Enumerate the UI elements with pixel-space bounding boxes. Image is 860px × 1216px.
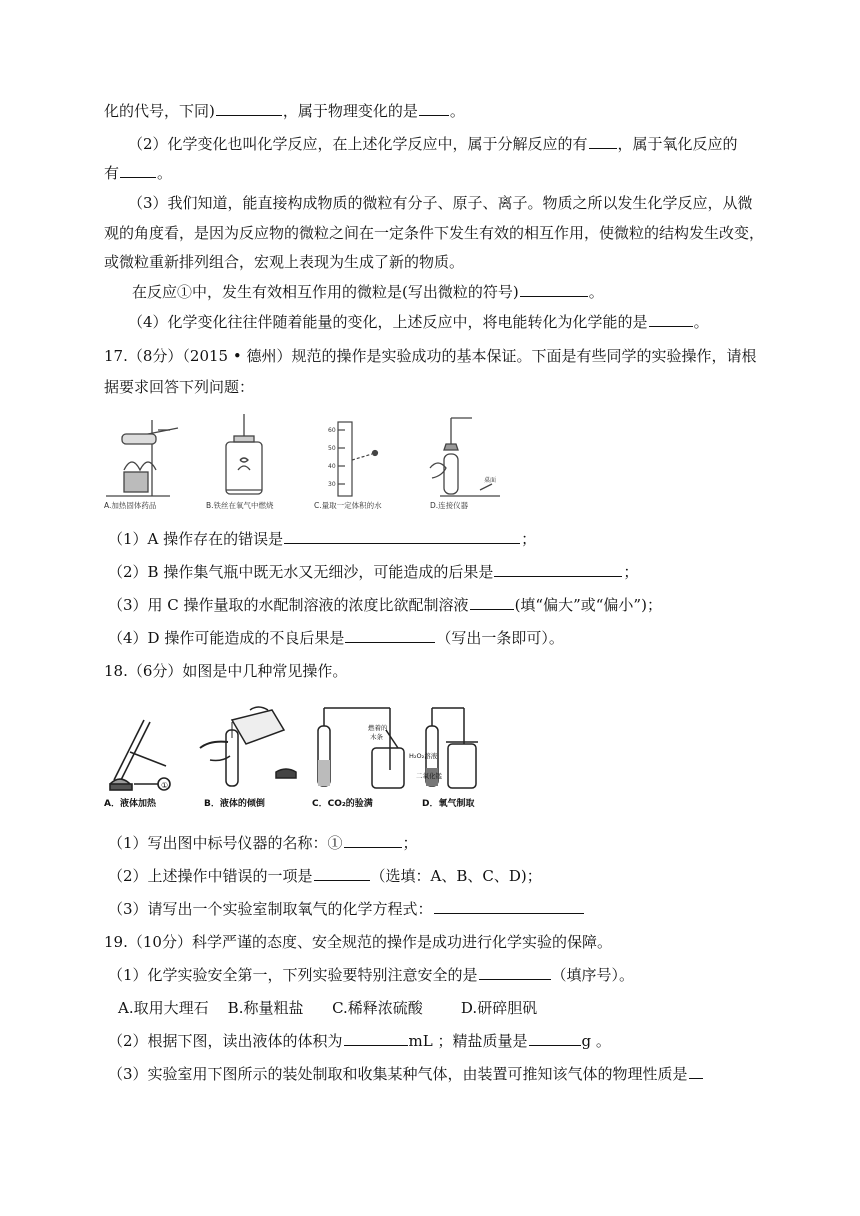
answer-blank[interactable] (689, 1063, 703, 1079)
figure-17 (100, 410, 500, 510)
question-19: 19.（10分）科学严谨的态度、安全规范的操作是成功进行化学实验的保障。 (104, 933, 612, 951)
svg-text:60: 60 (328, 427, 336, 434)
svg-text:A.加热固体药品: A.加热固体药品 (104, 501, 157, 510)
answer-blank[interactable] (520, 281, 588, 297)
label-burning-stick (368, 723, 388, 741)
text-line: （2）上述操作中错误的一项是 （选填：A、B、C、D)； (108, 867, 542, 885)
svg-text:C．CO₂的验满: C．CO₂的验满 (312, 799, 373, 809)
answer-blank[interactable] (345, 627, 435, 643)
svg-text:H₂O₂溶液: H₂O₂溶液 (409, 752, 438, 760)
apparatus-b-gas-jar (226, 414, 262, 494)
svg-text:木条: 木条 (370, 733, 383, 741)
cylinder-ticks (328, 427, 336, 488)
text-line: 或微粒重新排列组合，宏观上表现为生成了新的物质。 (104, 253, 465, 271)
svg-text:30: 30 (328, 481, 336, 488)
answer-blank[interactable] (344, 832, 402, 848)
figure-18 (100, 700, 480, 810)
text-line: （2）化学变化也叫化学反应，在上述化学反应中，属于分解反应的有 ，属于氧化反应的 (128, 135, 738, 153)
text-line: （1）写出图中标号仪器的名称：① ； (108, 834, 418, 852)
text-line: （4）D 操作可能造成的不良后果是 （写出一条即可）。 (108, 629, 564, 647)
svg-text:C.量取一定体积的水: C.量取一定体积的水 (314, 501, 382, 510)
answer-blank[interactable] (470, 594, 514, 610)
answer-blank[interactable] (344, 1030, 408, 1046)
figure-17-captions (104, 500, 469, 510)
svg-text:40: 40 (328, 463, 336, 470)
answer-blank[interactable] (529, 1030, 581, 1046)
apparatus-c-cylinder (338, 422, 378, 496)
text-line: 化的代号，下同) ，属于物理变化的是 。 (104, 102, 465, 120)
text-line: （3）用 C 操作量取的水配制溶液的浓度比欲配制溶液 (填“偏大”或“偏小”)； (108, 596, 662, 614)
figure-18-captions (104, 797, 475, 809)
svg-text:B．液体的倾倒: B．液体的倾倒 (204, 799, 265, 809)
apparatus-b-pouring (200, 707, 296, 786)
answer-blank[interactable] (434, 898, 584, 914)
svg-text:A．液体加热: A．液体加热 (104, 799, 156, 809)
text-line: （2）根据下图，读出液体的体积为 mL ；精盐质量是 g 。 (108, 1032, 611, 1050)
question-18: 18.（6分）如图是中几种常见操作。 (104, 662, 348, 680)
apparatus-a-heating (106, 420, 178, 496)
answer-blank[interactable] (419, 100, 449, 116)
text-line: （2）B 操作集气瓶中既无水又无细沙，可能造成的后果是 ； (108, 563, 639, 581)
options-line: A.取用大理石 B.称量粗盐 C.稀释浓硫酸 D.研碎胆矾 (118, 999, 538, 1017)
text-line: 据要求回答下列问题： (104, 378, 255, 396)
question-17: 17.（8分）（2015 • 德州）规范的操作是实验成功的基本保证。下面是有些同学的实验操作，请根 (104, 347, 757, 365)
answer-blank[interactable] (216, 100, 282, 116)
svg-text:D.连接仪器: D.连接仪器 (430, 501, 469, 510)
answer-blank[interactable] (120, 162, 156, 178)
text-line: （3）实验室用下图所示的装处制取和收集某种气体，由装置可推知该气体的物理性质是 (108, 1063, 704, 1085)
answer-blank[interactable] (589, 133, 617, 149)
svg-text:B.铁丝在氧气中燃烧: B.铁丝在氧气中燃烧 (206, 501, 274, 510)
answer-blank[interactable] (284, 528, 520, 544)
text-line: （1）A 操作存在的错误是 ； (108, 530, 537, 548)
svg-text:燃着的: 燃着的 (368, 724, 388, 732)
text-line: （3）我们知道，能直接构成物质的微粒有分子、原子、离子。物质之所以发生化学反应，从微 (128, 194, 753, 212)
desk-label: 桌面 (484, 477, 497, 484)
svg-text:二氧化锰: 二氧化锰 (416, 772, 442, 780)
svg-text:50: 50 (328, 445, 336, 452)
answer-blank[interactable] (494, 561, 622, 577)
text-line: 有 。 (104, 164, 173, 182)
text-line: 在反应①中，发生有效相互作用的微粒是(写出微粒的符号) 。 (132, 283, 604, 301)
svg-text:D．氧气制取: D．氧气制取 (422, 799, 475, 809)
apparatus-d-connect (430, 418, 500, 496)
text-line: 观的角度看，是因为反应物的微粒之间在一定条件下发生有效的相互作用，使微粒的结构发生改变， (104, 224, 765, 242)
apparatus-c-co2-test (318, 708, 404, 788)
marker-1: ① (161, 781, 169, 790)
text-line: （1）化学实验安全第一，下列实验要特别注意安全的是 （填序号）。 (108, 966, 635, 984)
text-line: （4）化学变化往往伴随着能量的变化，上述反应中，将电能转化为化学能的是 。 (128, 313, 709, 331)
apparatus-a-liquid-heating (110, 720, 170, 790)
answer-blank[interactable] (314, 865, 370, 881)
answer-blank[interactable] (649, 311, 693, 327)
text-line: （3）请写出一个实验室制取氧气的化学方程式： (108, 898, 585, 920)
answer-blank[interactable] (479, 964, 551, 980)
